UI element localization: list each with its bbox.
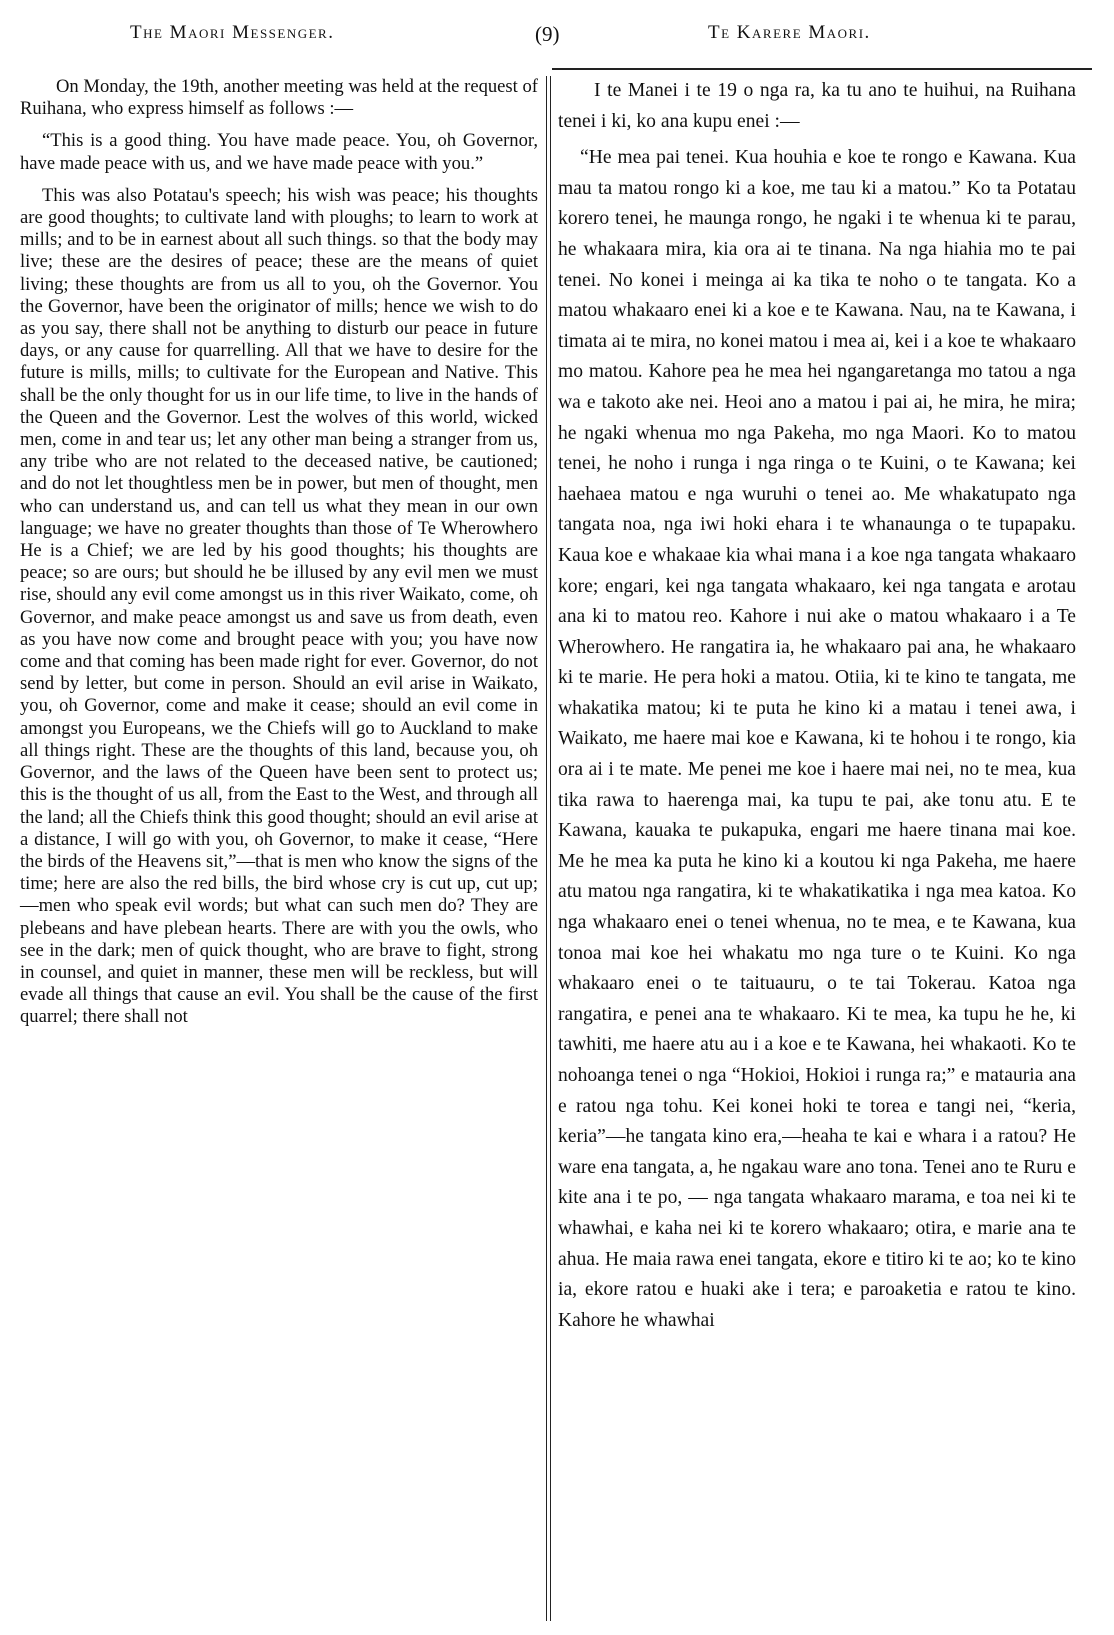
column-divider-right <box>550 76 551 1621</box>
maori-paragraph-2: “He mea pai tenei. Kua houhia e koe te rongo e Kawana. Kua mau ta matou rongo ki a koe, me tau ki a matou.” Ko ta Potatau korero tenei, he maunga rongo, he ngaki i te whenua ki te parau, he whakaara mira, kia ora ai te tinana. Na nga hiahia mo te pai tenei. No konei i meinga ai ka tika te noho o te tangata. Ko a matou whakaaro enei ki a koe e te Kawana. Nau, na te Kawana, i timata ai te mira, no konei matou i mea ai, kei i a koe te whakaaro mo matou. Kahore pea he mea hei ngangaretanga mo tatou a nga wa e takoto ake nei. Heoi ano a matou i pai ai, he mira, he mira; he ngaki whenua mo nga Pakeha, mo nga Maori. Ko to matou tenei, he noho i runga i nga ringa o te Kuini, o te Kawana; kei haehaea matou e nga wuruhi o tenei ao. Me whakatupato nga tangata noa, nga iwi hoki ehara i te whanaunga o te tupapaku. Kaua koe e whakaae kia whai mana i a koe nga tangata whakaaro kore; engari, kei nga tangata whakaaro, kei nga tangata e arotau ana ki to matou reo. Kahore i nui ake o matou whakaaro i a Te Wherowhero. He rangatira ia, he whakaaro pai ana, he whakaaro ki te marie. He pera hoki a matou. Otiia, ki te kino te tangata, me whakatika matou; ki te puta he kino ki a matau i tenei awa, i Waikato, me haere mai koe e Kawana, ki te hohou i te rongo, kia ora ai i te mate. Me penei me koe i haere mai nei, no te mea, kua tika rawa to haerenga mai, ka tupu te pai, ake tonu atu. E te Kawana, kauaka te pukapuka, engari me haere tinana mai koe. Me he mea ka puta he kino ki a koutou ki nga Pakeha, me haere atu matou nga rangatira, ki te whakatikatika i nga mea katoa. Ko nga whakaaro enei o tenei whenua, no te mea, e te Kawana, kua tonoa mai koe hei whakatu mo nga ture o te Kuini. Ko nga whakaaro enei o te taituauru, o te tai Tokerau. Katoa nga rangatira, e penei ana te whakaaro. Ki te mea, ka tupu he he, ki tawhiti, me haere atu au i a koe e te Kawana, hei whakaoti. Ko te nohoanga tenei o nga “Hokioi, Hokioi i runga ra;” e matauria ana e ratou nga tohu. Kei konei hoki te torea e tangi nei, “keria, keria”—he tangata kino era,—heaha te kai e whara i a ratou? He ware ena tangata, a, he ngakau ware ano tona. Tenei ano te Ruru e kite ana i te po, — nga tangata whakaaro marama, e toa nei ki te whawhai, e kaha nei ki te korero whakaaro; otira, e marie ana te ahua. He maia rawa enei tangata, ekore e titiro ki te ao; ko te kino ia, ekore ratou e huaki ake i tera; e paroaketia e ratou te kino. Kahore he whawhai <box>558 147 1076 1331</box>
english-paragraph-1: On Monday, the 19th, another meeting was held at the request of Ruihana, who express himself as follows :— <box>20 76 538 120</box>
maori-paragraph-1: I te Manei i te 19 o nga ra, ka tu ano te huihui, na Ruihana tenei i ki, ko ana kupu enei :— <box>558 80 1076 132</box>
column-divider-left <box>546 76 547 1621</box>
english-paragraph-2: “This is a good thing. You have made peace. You, oh Governor, have made peace with us, and we have made peace with you.” <box>20 130 538 174</box>
page-number: (9) <box>535 22 560 46</box>
english-column <box>20 76 538 1039</box>
maori-column <box>558 76 1076 1342</box>
header-maori-title: Te Karere Maori. <box>708 22 871 43</box>
page-header <box>130 22 940 52</box>
header-rule <box>552 68 1092 70</box>
header-english-title: The Maori Messenger. <box>130 22 335 43</box>
english-paragraph-3: This was also Potatau's speech; his wish was peace; his thoughts are good thoughts; to cultivate land with ploughs; to learn to work at mills; and to be in earnest about all such things. so that the body may live; these are the desires of peace; these are the means of quiet living; these thoughts are from us all to you, oh the Governor. You the Governor, have been the originator of mills; hence we wish to do as you say, there shall not be anything to disturb our peace in future days, or any cause for quarrelling. All that we have to desire for the future is mills, mills; to cultivate for the European and Native. This shall be the only thought for us in our life time, to live in the hands of the Queen and the Governor. Lest the wolves of this world, wicked men, come in and tear us; let any other man being a stranger from us, any tribe who are not related to the deceased native, be cautioned; and do not let thoughtless men be in power, but men of thought, men who can understand us, and can tell us what they mean in our own language; we have no greater thoughts than those of Te Wherowhero He is a Chief; we are led by his good thoughts; his thoughts are peace; so are ours; but should he be illused by any evil men we must rise, should any evil come amongst us in this river Waikato, come, oh Governor, and make peace amongst us and save us from death, even as you have now come and brought peace with you; you have now come and that coming has been made right for ever. Governor, do not send by letter, but come in person. Should an evil arise in Waikato, you, oh Governor, come and make it cease; should an evil come in amongst you Europeans, we the Chiefs will go to Auckland to make all things right. These are the thoughts of this land, because you, oh Governor, and the laws of the Queen have been sent to protect us; this is the thought of us all, from the East to the West, and through all the land; all the Chiefs think this good thought; should an evil arise at a distance, I will go with you, oh Governor, to make it cease, “Here the birds of the Heavens sit,”—that is men who know the signs of the time; here are also the red bills, the bird whose cry is cut up, cut up;—men who speak evil words; but what can such men do? They are plebeans and have plebean hearts. There are with you the owls, who see in the dark; men of quick thought, who are brave to fight, strong in counsel, and quiet in manner, these men will be reckless, but will evade all things that cause an evil. You shall be the cause of the first quarrel; there shall not <box>20 184 538 1028</box>
